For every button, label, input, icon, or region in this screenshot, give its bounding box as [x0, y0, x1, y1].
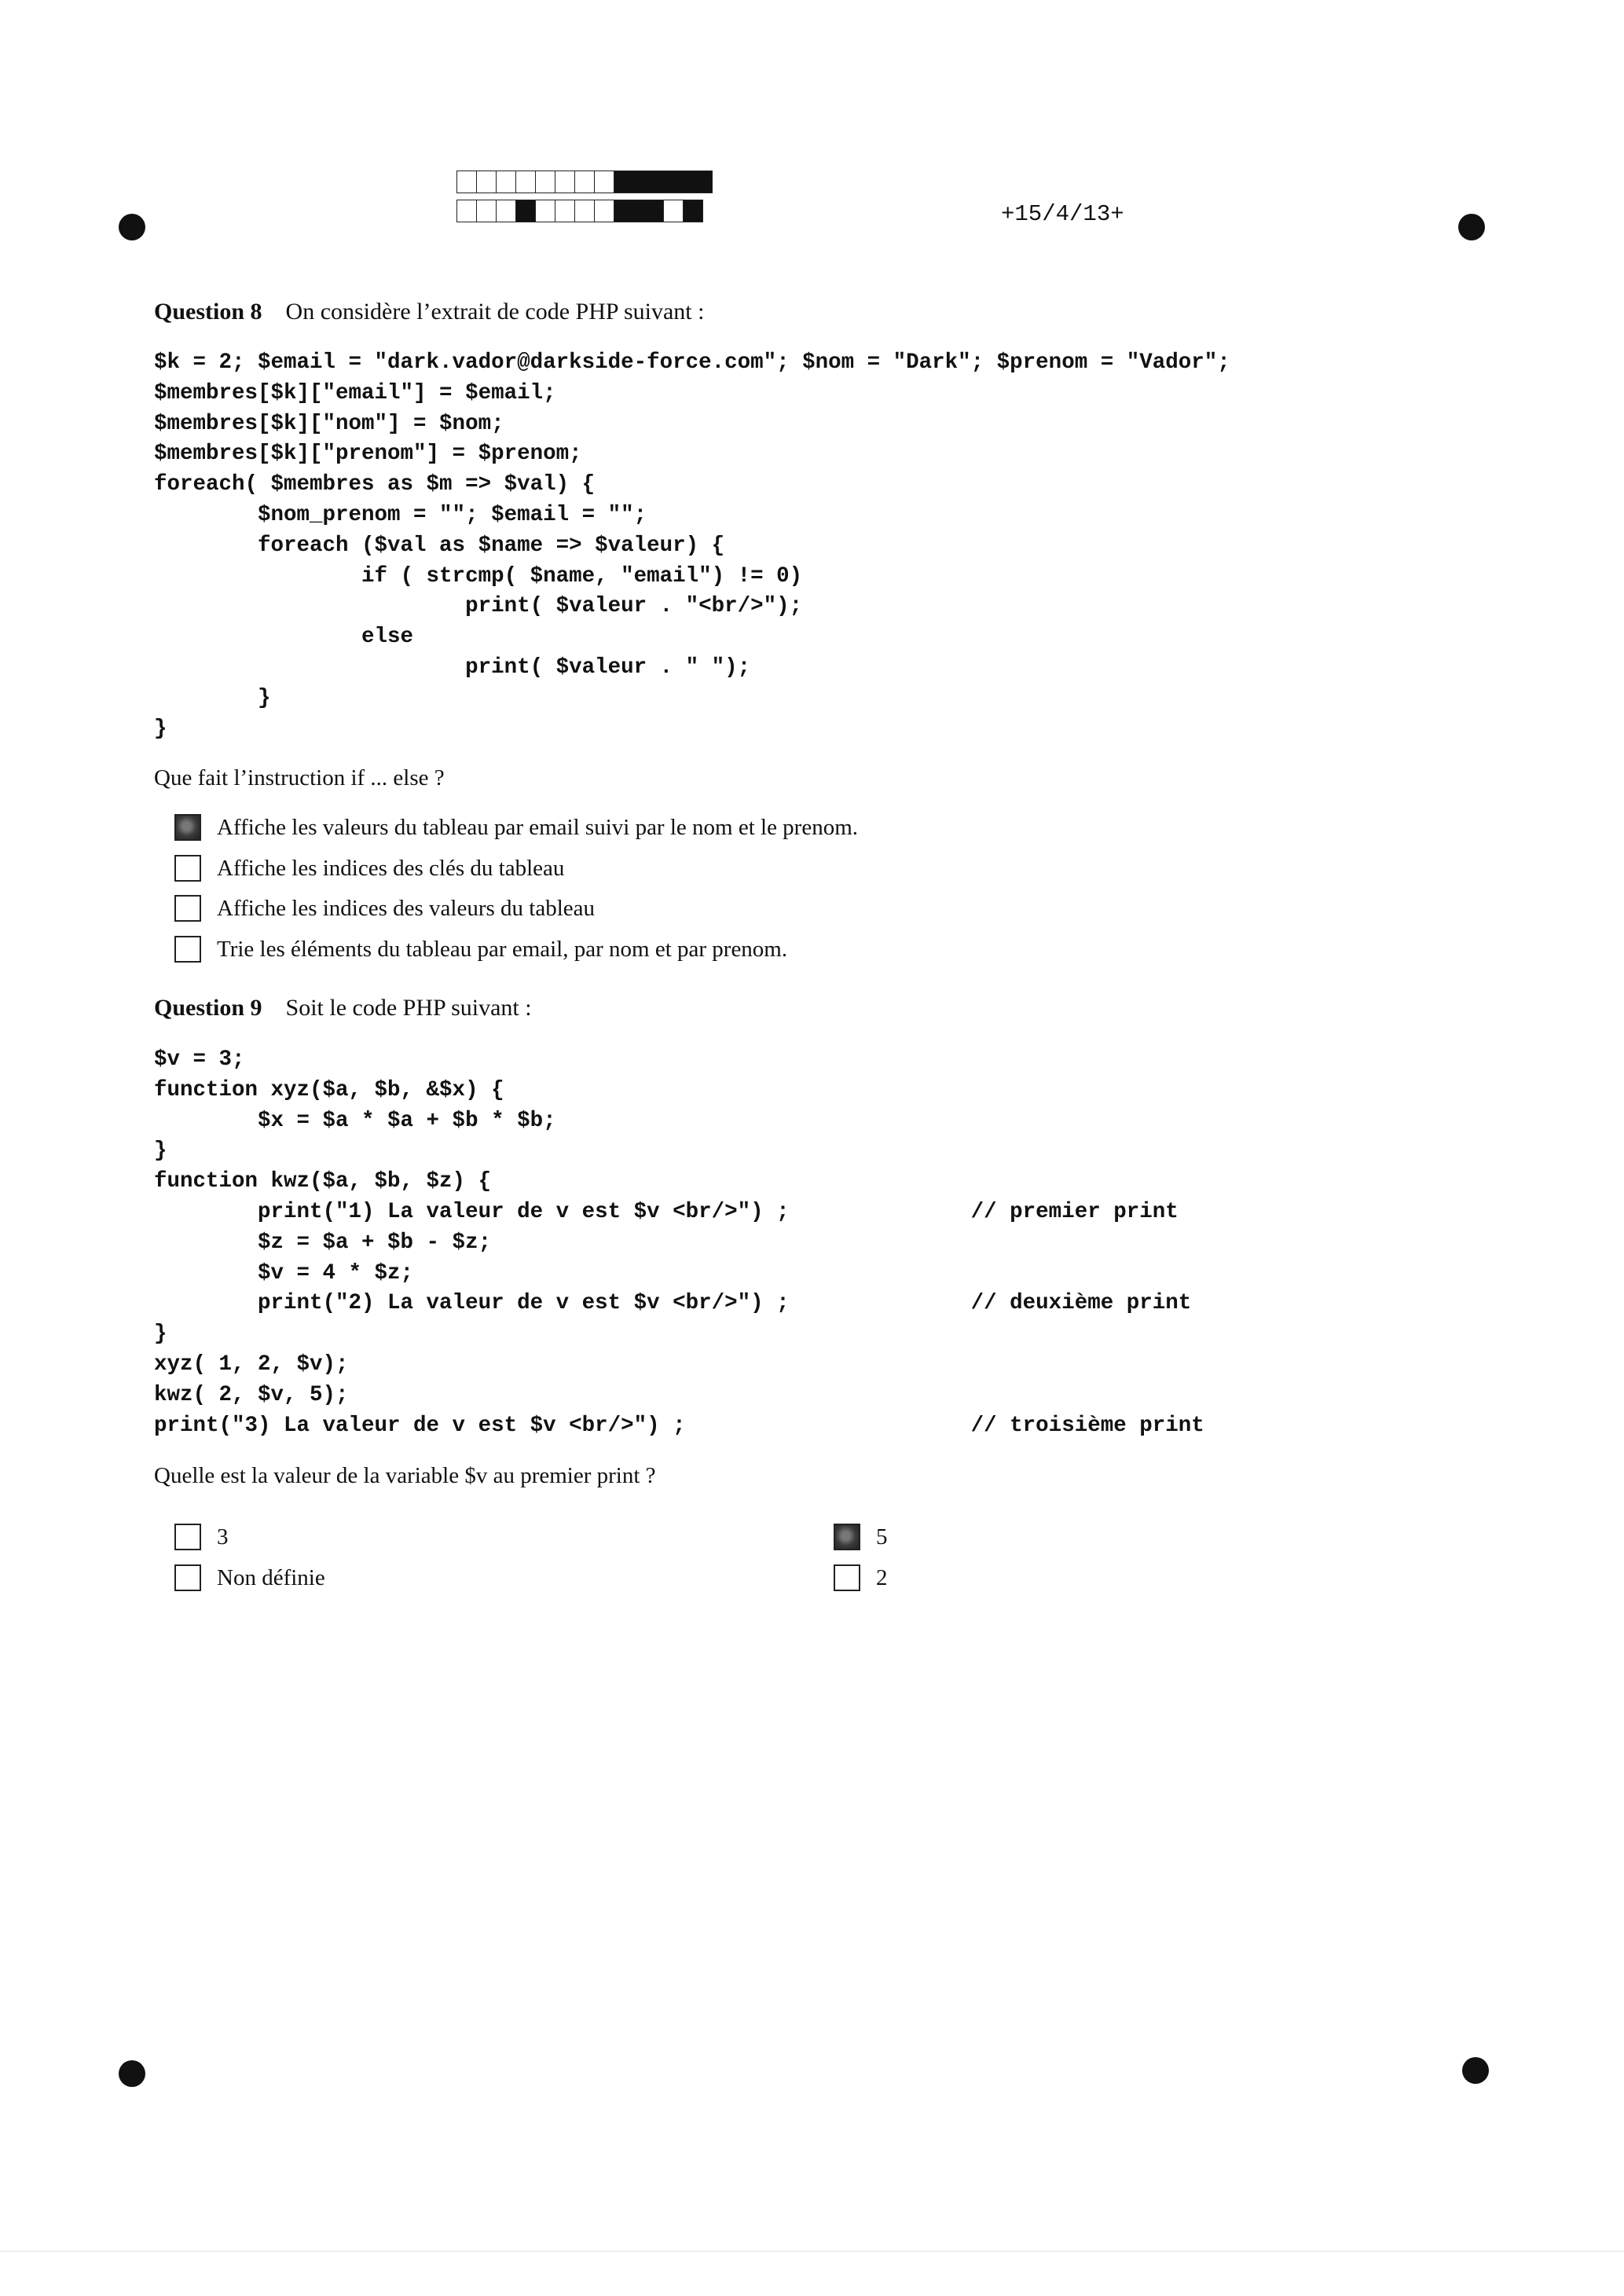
q9-option-1-checkbox[interactable] [174, 1524, 201, 1550]
question-9-intro: Soit le code PHP suivant : [285, 995, 532, 1021]
q8-option-3-checkbox[interactable] [174, 895, 201, 922]
q8-option-4-label: Trie les éléments du tableau par email, par nom et par prenom. [217, 936, 788, 962]
scan-edge-line [0, 2250, 1624, 2252]
q8-option-2-label: Affiche les indices des clés du tableau [217, 855, 565, 881]
q8-option-1[interactable] [174, 814, 858, 841]
question-9-label: Question 9 [154, 995, 262, 1021]
page-code-row-1 [456, 171, 761, 195]
question-9-code: $v = 3; function xyz($a, $b, &$x) { $x = $a * $a + $b * $b; } function kwz($a, $b, $z) { print("1) La valeur de v est $v <br/>") ; // premier print $z = $a + $b - $z; $v = 4 * $z; print("2) La valeur de v est $v <br/>") ; // deuxième print } xyz( 1, 2, $v); kwz( 2, $v, 5); print("3) La valeur de v est $v <br/>") ; // troisième print [154, 1047, 1204, 1438]
question-8-heading [154, 299, 704, 325]
question-8-prompt: Que fait l’instruction if ... else ? [154, 765, 445, 790]
q9-option-4-checkbox[interactable] [834, 1564, 860, 1591]
q9-option-1[interactable] [174, 1524, 229, 1550]
corner-mark-top-left [119, 214, 145, 240]
question-9-prompt: Quelle est la valeur de la variable $v au premier print ? [154, 1463, 656, 1488]
q9-option-4-label: 2 [876, 1564, 888, 1590]
q9-option-2[interactable] [834, 1524, 888, 1550]
page-code-row-2 [456, 200, 761, 224]
q8-option-2[interactable] [174, 855, 564, 882]
q8-option-4-checkbox[interactable] [174, 936, 201, 963]
question-8-label: Question 8 [154, 299, 262, 325]
question-8-intro: On considère l’extrait de code PHP suivant : [285, 299, 705, 325]
corner-mark-top-right [1458, 214, 1485, 240]
q9-option-2-checkbox[interactable] [834, 1524, 860, 1550]
page-code-boxes [456, 171, 761, 226]
question-9-heading [154, 995, 532, 1021]
question-8-code: $k = 2; $email = "dark.vador@darkside-force.com"; $nom = "Dark"; $prenom = "Vador"; $membres[$k]["email"] = $email; $membres[$k]["nom"] = $nom; $membres[$k]["prenom"] = $prenom; foreach( $membres as $m => $val) { $nom_prenom = ""; $email = ""; foreach ($val as $name => $valeur) { if ( strcmp( $name, "email") != 0) print( $valeur . "<br/>"); else print( $valeur . " "); } } [154, 350, 1230, 741]
q9-option-3-label: Non définie [217, 1564, 325, 1590]
q8-option-3[interactable] [174, 895, 595, 922]
q8-option-3-label: Affiche les indices des valeurs du tableau [217, 895, 596, 921]
q9-option-2-label: 5 [876, 1524, 888, 1550]
q9-option-1-label: 3 [217, 1524, 229, 1550]
q9-option-3[interactable] [174, 1564, 325, 1591]
page-id: +15/4/13+ [1001, 201, 1124, 227]
q9-option-3-checkbox[interactable] [174, 1564, 201, 1591]
q8-option-1-label: Affiche les valeurs du tableau par email suivi par le nom et le prenom. [217, 814, 859, 840]
q8-option-2-checkbox[interactable] [174, 855, 201, 882]
q8-option-1-checkbox[interactable] [174, 814, 201, 841]
corner-mark-bottom-left [119, 2060, 145, 2087]
corner-mark-bottom-right [1462, 2057, 1489, 2084]
q9-option-4[interactable] [834, 1564, 888, 1591]
q8-option-4[interactable] [174, 936, 787, 963]
